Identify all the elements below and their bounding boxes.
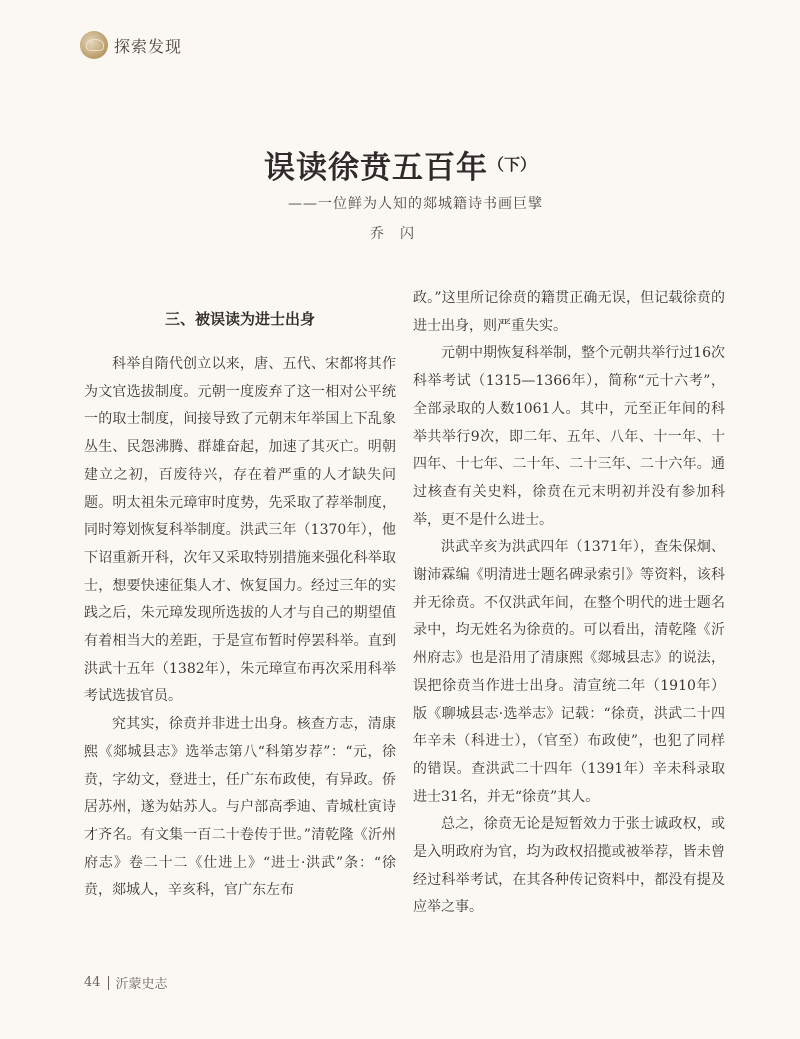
paragraph-continued: 政。”这里所记徐贲的籍贯正确无误，但记载徐贲的进士出身，则严重失实。	[413, 290, 725, 334]
section-label: 探索发现	[114, 36, 183, 56]
author-name: 乔闪	[370, 226, 430, 242]
section-heading: 三、被误读为进士出身	[164, 310, 315, 328]
page-header	[80, 30, 182, 60]
left-column	[84, 285, 396, 905]
page-number: 44	[84, 975, 101, 990]
paragraph: 究其实，徐贲并非进士出身。核查方志，清康熙《郯城县志》选举志第八“科第岁荐”：“元，徐贲，字幼文，登进士，任广东布政使，有异政。侨居苏州，遂为姑苏人。与户部高季迪、青城杜寅诗才齐名。有文集一百二十卷传于世。”清乾隆《沂州府志》卷二十二《仕进上》“进士·洪武”条：“徐贲，郯城人，辛亥科，官广东左布	[84, 716, 396, 899]
footer-divider	[108, 976, 109, 990]
right-column	[413, 285, 725, 922]
title-part: （下）	[487, 155, 536, 174]
paragraph: 洪武辛亥为洪武四年（1371年），查朱保炯、谢沛霖编《明清进士题名碑录索引》等资料，该科并无徐贲。不仅洪武年间，在整个明代的进士题名录中，均无姓名为徐贲的。可以看出，清乾隆《沂州府志》也是沿用了清康熙《郯城县志》的说法，误把徐贲当作进士出身。清宣统二年（1910年）版《聊城县志·选举志》记载：“徐贲，洪武二十四年辛未（科进士），（官至）布政使”，也犯了同样的错误。查洪武二十四年（1391年）辛未科录取进士31名，并无“徐贲”其人。	[413, 539, 725, 805]
page-footer	[84, 973, 168, 992]
paragraph: 总之，徐贲无论是短暂效力于张士诚政权，或是入明政府为官，均为政权招揽或被举荐，皆未曾经过科举考试，在其各种传记资料中，都没有提及应举之事。	[413, 816, 725, 916]
paragraph: 元朝中期恢复科举制，整个元朝共举行过16次科举考试（1315—1366年），简称“元十六考”，全部录取的人数1061人。其中，元至正年间的科举共举行9次，即二年、五年、八年、十一年、十四年、十七年、二十年、二十三年、二十六年。通过核查有关史料，徐贲在元末明初并没有参加科举，更不是什么进士。	[413, 345, 725, 528]
title-main: 误读徐贲五百年	[263, 150, 488, 186]
paragraph: 科举自隋代创立以来，唐、五代、宋都将其作为文官选拔制度。元朝一度废弃了这一相对公平统一的取士制度，间接导致了元朝末年举国上下乱象丛生、民怨沸腾、群雄奋起，加速了其灭亡。明朝建立之初，百废待兴，存在着严重的人才缺失问题。明太祖朱元璋审时度势，先采取了荐举制度，同时筹划恢复科举制度。洪武三年（1370年），他下诏重新开科，次年又采取特别措施来强化科举取士，想要快速征集人才、恢复国力。经过三年的实践之后，朱元璋发现所选拔的人才与自己的期望值有着相当大的差距，于是宣布暂时停罢科举。直到洪武十五年（1382年），朱元璋宣布再次采用科举考试选拔官员。	[84, 356, 396, 705]
journal-name: 沂蒙史志	[115, 977, 168, 992]
article-subtitle: ——一位鲜为人知的郯城籍诗书画巨擘	[288, 196, 543, 212]
emblem-logo-icon	[80, 31, 108, 59]
article-title	[0, 142, 800, 187]
